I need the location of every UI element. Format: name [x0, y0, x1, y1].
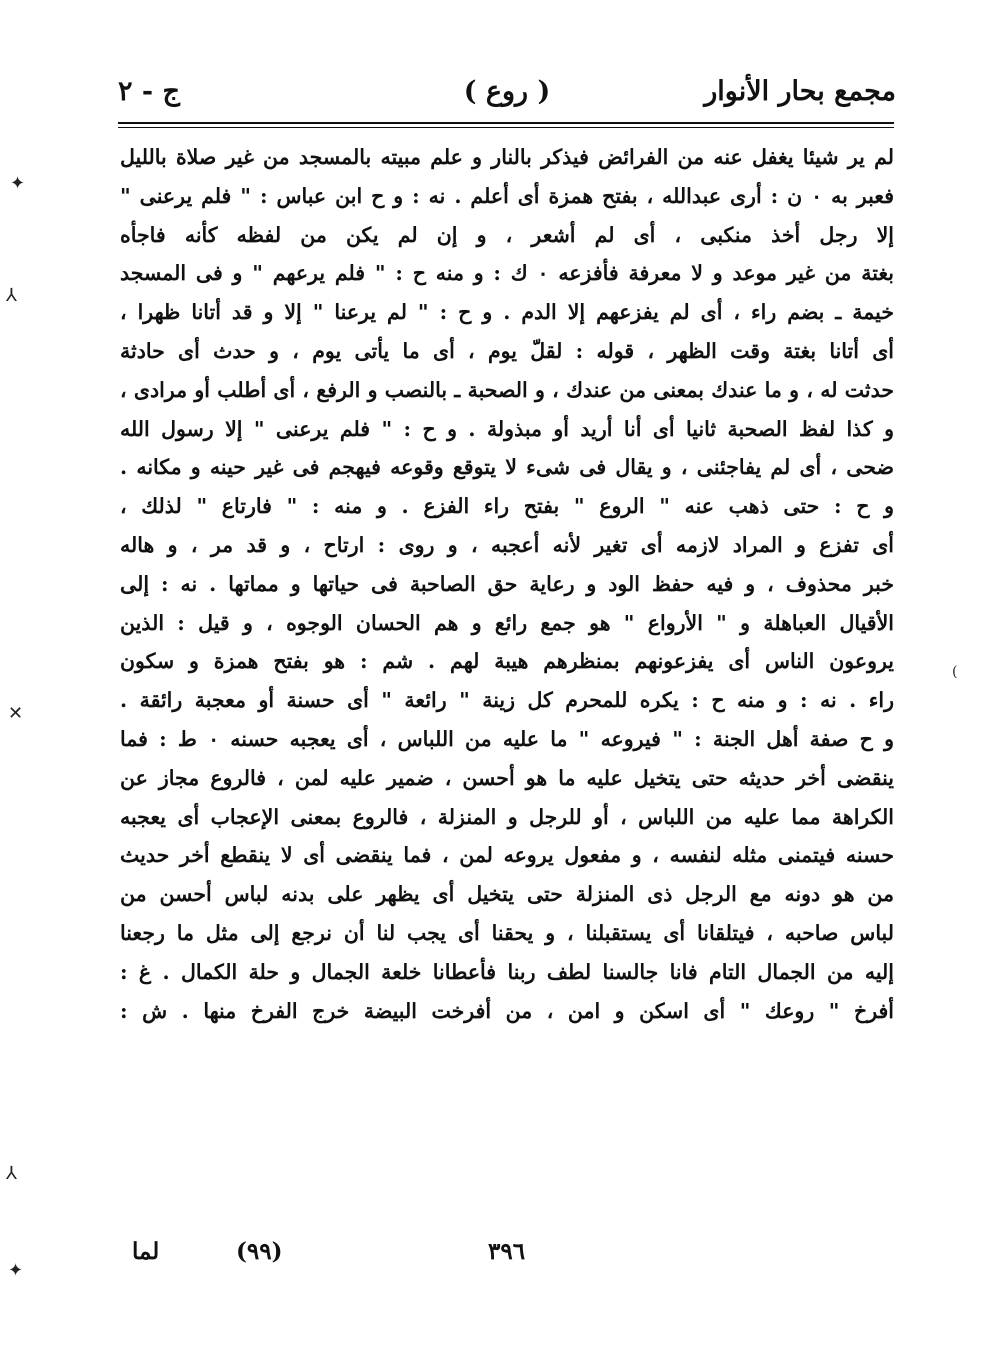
text-line: لم ير شيئا يغفل عنه من الفرائض فيذكر بالنار و علم مبيته بالمسجد من غير صلاة بالليل: [120, 145, 894, 169]
text-line: خبر محذوف ، و فيه حفظ الود و رعاية حق الصاحبة فى حياتها و مماتها . نه : إلى: [120, 571, 894, 596]
margin-star-icon: ✦: [10, 173, 26, 194]
catchword: لما: [132, 1238, 160, 1265]
margin-bracket-icon: (: [952, 664, 958, 680]
margin-tick-icon: ⅄: [6, 285, 17, 306]
header-rule-thin: [118, 127, 894, 128]
margin-star-icon: ✦: [8, 1260, 24, 1281]
text-line: أى أتانا بغتة وقت الظهر ، قوله : لقلّ يوم ، أى ما يأتى يوم ، و حدث أى حادثة: [120, 338, 894, 363]
margin-tick-icon: ⅄: [6, 1163, 17, 1184]
book-title: مجمع بحار الأنوار: [704, 76, 896, 107]
text-line: يروعون الناس أى يفزعونهم بمنظرهم هيبة لهم . شم : هو بفتح همزة و سكون: [120, 649, 894, 674]
text-line: من هو دونه مع الرجل ذى المنزلة حتى يتخيل أى يظهر على بدنه لباس أحسن من: [120, 882, 894, 907]
text-line: لباس صاحبه ، فيتلقانا أى يستقبلنا ، و يحقنا أى يجب لنا أن نرجع إلى مثل ما رجعنا: [120, 920, 894, 945]
text-line: بغتة من غير موعد و لا معرفة فأفزعه ٠ ك : و منه ح : " فلم يرعهم " و فى المسجد: [120, 261, 894, 286]
text-line: أى تفزع و المراد لازمه أى تغير لأنه أعجبه ، و روى : ارتاح ، و قد مر ، و هاله: [120, 532, 894, 557]
entry-heading: ( روع ): [463, 76, 551, 107]
text-line: أفرخ " روعك " أى اسكن و امن ، من أفرخت البيضة خرج الفرخ منها . ش :: [120, 998, 894, 1023]
margin-cross-icon: ✕: [8, 703, 24, 724]
text-line: و ح : حتى ذهب عنه " الروع " بفتح راء الفزع . و منه : " فارتاع " لذلك ،: [120, 494, 894, 519]
text-line: راء . نه : و منه ح : يكره للمحرم كل زينة " رائعة " أى حسنة أو معجبة رائقة .: [120, 688, 894, 713]
text-line: فعبر به ٠ ن : أرى عبدالله ، بفتح همزة أى أعلم . نه : و ح ابن عباس : " فلم يرعنى ": [120, 183, 894, 208]
text-line: إلا رجل أخذ منكبى ، أى لم أشعر ، و إن لم يكن من لفظه كأنه فاجأه: [120, 222, 894, 247]
text-line: إليه من الجمال التام فانا جالسنا لطف ربنا فأعطانا خلعة الجمال و حلة الكمال . غ :: [120, 959, 894, 984]
text-line: خيمة ـ بضم راء ، أى لم يفزعهم إلا الدم . و ح : " لم يرعنا " إلا و قد أتانا ظهرا ،: [120, 300, 894, 325]
running-header: [118, 72, 896, 116]
text-line: ينقضى أخر حديثه حتى يتخيل عليه ما هو أحسن ، ضمير عليه لمن ، فالروع مجاز عن: [120, 765, 894, 790]
volume-number: ج - ٢: [118, 76, 180, 107]
page-footer: [118, 1234, 896, 1274]
text-line: الأقيال العباهلة و " الأرواع " هو جمع رائع و هم الحسان الوجوه ، و قيل : الذين: [120, 610, 894, 635]
header-rule: [118, 122, 894, 124]
text-line: ضحى ، أى لم يفاجئنى ، و يقال فى شىء لا يتوقع وقوعه فيهجم فى غير حينه و مكانه .: [120, 455, 894, 480]
text-line: و كذا لفظ الصحبة ثانيا أى أنا أريد أو مبذولة . و ح : " فلم يرعنى " إلا رسول الله: [120, 416, 894, 441]
text-line: حدثت له ، و ما عندك بمعنى من عندك ، و الصحبة ـ بالنصب و الرفع ، أى أطلب أو مرادى ،: [120, 377, 894, 402]
text-line: الكراهة مما عليه من اللباس ، أو للرجل و المنزلة ، فالروع بمعنى الإعجاب أى يعجبه: [120, 804, 894, 829]
text-line: و ح صفة أهل الجنة : " فيروعه " ما عليه من اللباس ، أى يعجبه حسنه ٠ ط : فما: [120, 726, 894, 751]
page-number: ٣٩٦: [488, 1238, 526, 1265]
signature-mark: (٩٩): [236, 1238, 283, 1265]
text-line: حسنه فيتمنى مثله لنفسه ، و مفعول يروعه لمن ، فما ينقضى أى لا ينقطع أخر حديث: [120, 843, 894, 868]
body-text: [120, 138, 894, 1030]
